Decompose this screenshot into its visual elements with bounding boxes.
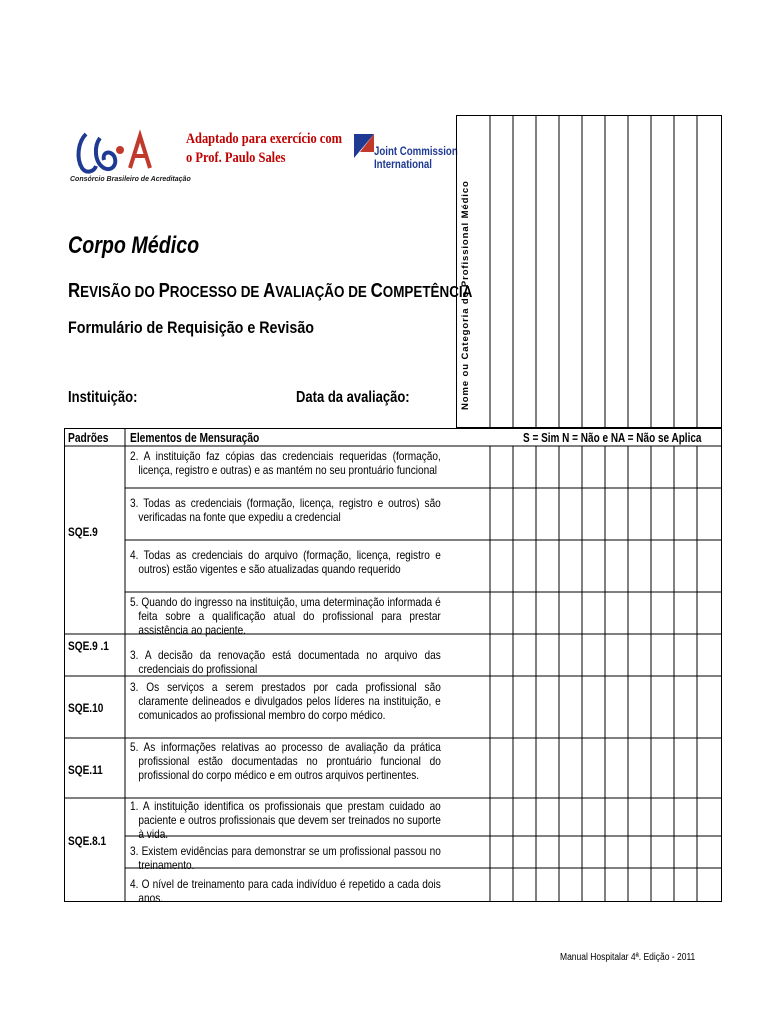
subtitle-rest-3: VALIAÇÃO DE bbox=[275, 284, 371, 301]
measurement-item: 5. Quando do ingresso na instituição, uma determinação informada é feita sobre a qualificação atual do profissional para prestar assistência ao paciente. bbox=[130, 595, 441, 637]
form-title: Formulário de Requisição e Revisão bbox=[68, 318, 315, 337]
standard-label: SQE.9 bbox=[68, 525, 98, 539]
date-label: Data da avaliação: bbox=[296, 389, 410, 406]
measurement-item: 4. Todas as credenciais do arquivo (formação, licença, registro e outros) estão vigentes e são atualizadas quando requerido bbox=[130, 548, 441, 576]
page-title: Corpo Médico bbox=[68, 232, 200, 259]
jci-line-1: Joint Commission bbox=[374, 146, 458, 158]
standard-label: SQE.10 bbox=[68, 701, 104, 715]
standard-label: SQE.9 .1 bbox=[68, 639, 109, 653]
subtitle-initial-4: C bbox=[370, 280, 383, 302]
subtitle-initial-1: R bbox=[68, 280, 81, 302]
institution-label: Instituição: bbox=[68, 389, 138, 406]
measurement-item: 1. A instituição identifica os profissionais que prestam cuidado ao paciente e outros profissionais que devem ser treinados no suporte à vida. bbox=[130, 799, 441, 841]
subtitle bbox=[68, 280, 472, 303]
cba-logo-text: Consórcio Brasileiro de Acreditação bbox=[70, 176, 191, 183]
subtitle-rest-2: ROCESSO DE bbox=[169, 284, 264, 301]
measurement-item: 3. Os serviços a serem prestados por cada profissional são claramente delineados e divulgados pelos líderes na instituição, e comunicados ao profissional membro do corpo médico. bbox=[130, 680, 441, 722]
subtitle-rest-4: OMPETÊNCIA bbox=[382, 284, 473, 301]
jci-logo bbox=[354, 134, 374, 158]
subtitle-rest-1: EVISÃO DO bbox=[80, 284, 159, 301]
measurement-item: 3. A decisão da renovação está documentada no arquivo das credenciais do profissional bbox=[130, 648, 441, 676]
measurement-item: 3. Todas as credenciais (formação, licença, registro e outros) são verificadas na fonte que expediu a credencial bbox=[130, 496, 441, 524]
standard-label: SQE.8.1 bbox=[68, 834, 107, 848]
column-header-elements: Elementos de Mensuração bbox=[130, 431, 260, 445]
jci-line-2: International bbox=[374, 159, 432, 171]
adapted-note bbox=[186, 130, 342, 168]
measurement-item: 5. As informações relativas ao processo de avaliação da prática profissional estão documentadas no prontuário funcional do profissional do corpo médico e em outros arquivos pertinentes. bbox=[130, 740, 441, 782]
adapted-line-1: Adaptado para exercício com bbox=[186, 131, 342, 147]
measurement-item: 4. O nível de treinamento para cada indivíduo é repetido a cada dois anos. bbox=[130, 877, 441, 905]
answer-legend: S = Sim N = Não e NA = Não se Aplica bbox=[523, 431, 702, 445]
grid-column-lines bbox=[490, 115, 697, 428]
adapted-line-2: o Prof. Paulo Sales bbox=[186, 150, 286, 166]
footer-edition: Manual Hospitalar 4ª. Edição - 2011 bbox=[560, 952, 696, 963]
vertical-professional-label: Nome ou Categoria do Profissional Médico bbox=[460, 180, 471, 410]
jci-text bbox=[374, 146, 458, 172]
measurement-item: 2. A instituição faz cópias das credenciais requeridas (formação, licença, registro e outras) e as mantém no seu prontuário funcional bbox=[130, 449, 441, 477]
subtitle-initial-3: A bbox=[263, 280, 276, 302]
professional-grid bbox=[456, 115, 722, 428]
column-header-standards: Padrões bbox=[68, 431, 109, 445]
measurement-item: 3. Existem evidências para demonstrar se um profissional passou no treinamento. bbox=[130, 844, 441, 872]
standard-label: SQE.11 bbox=[68, 763, 103, 777]
subtitle-initial-2: P bbox=[158, 280, 170, 302]
